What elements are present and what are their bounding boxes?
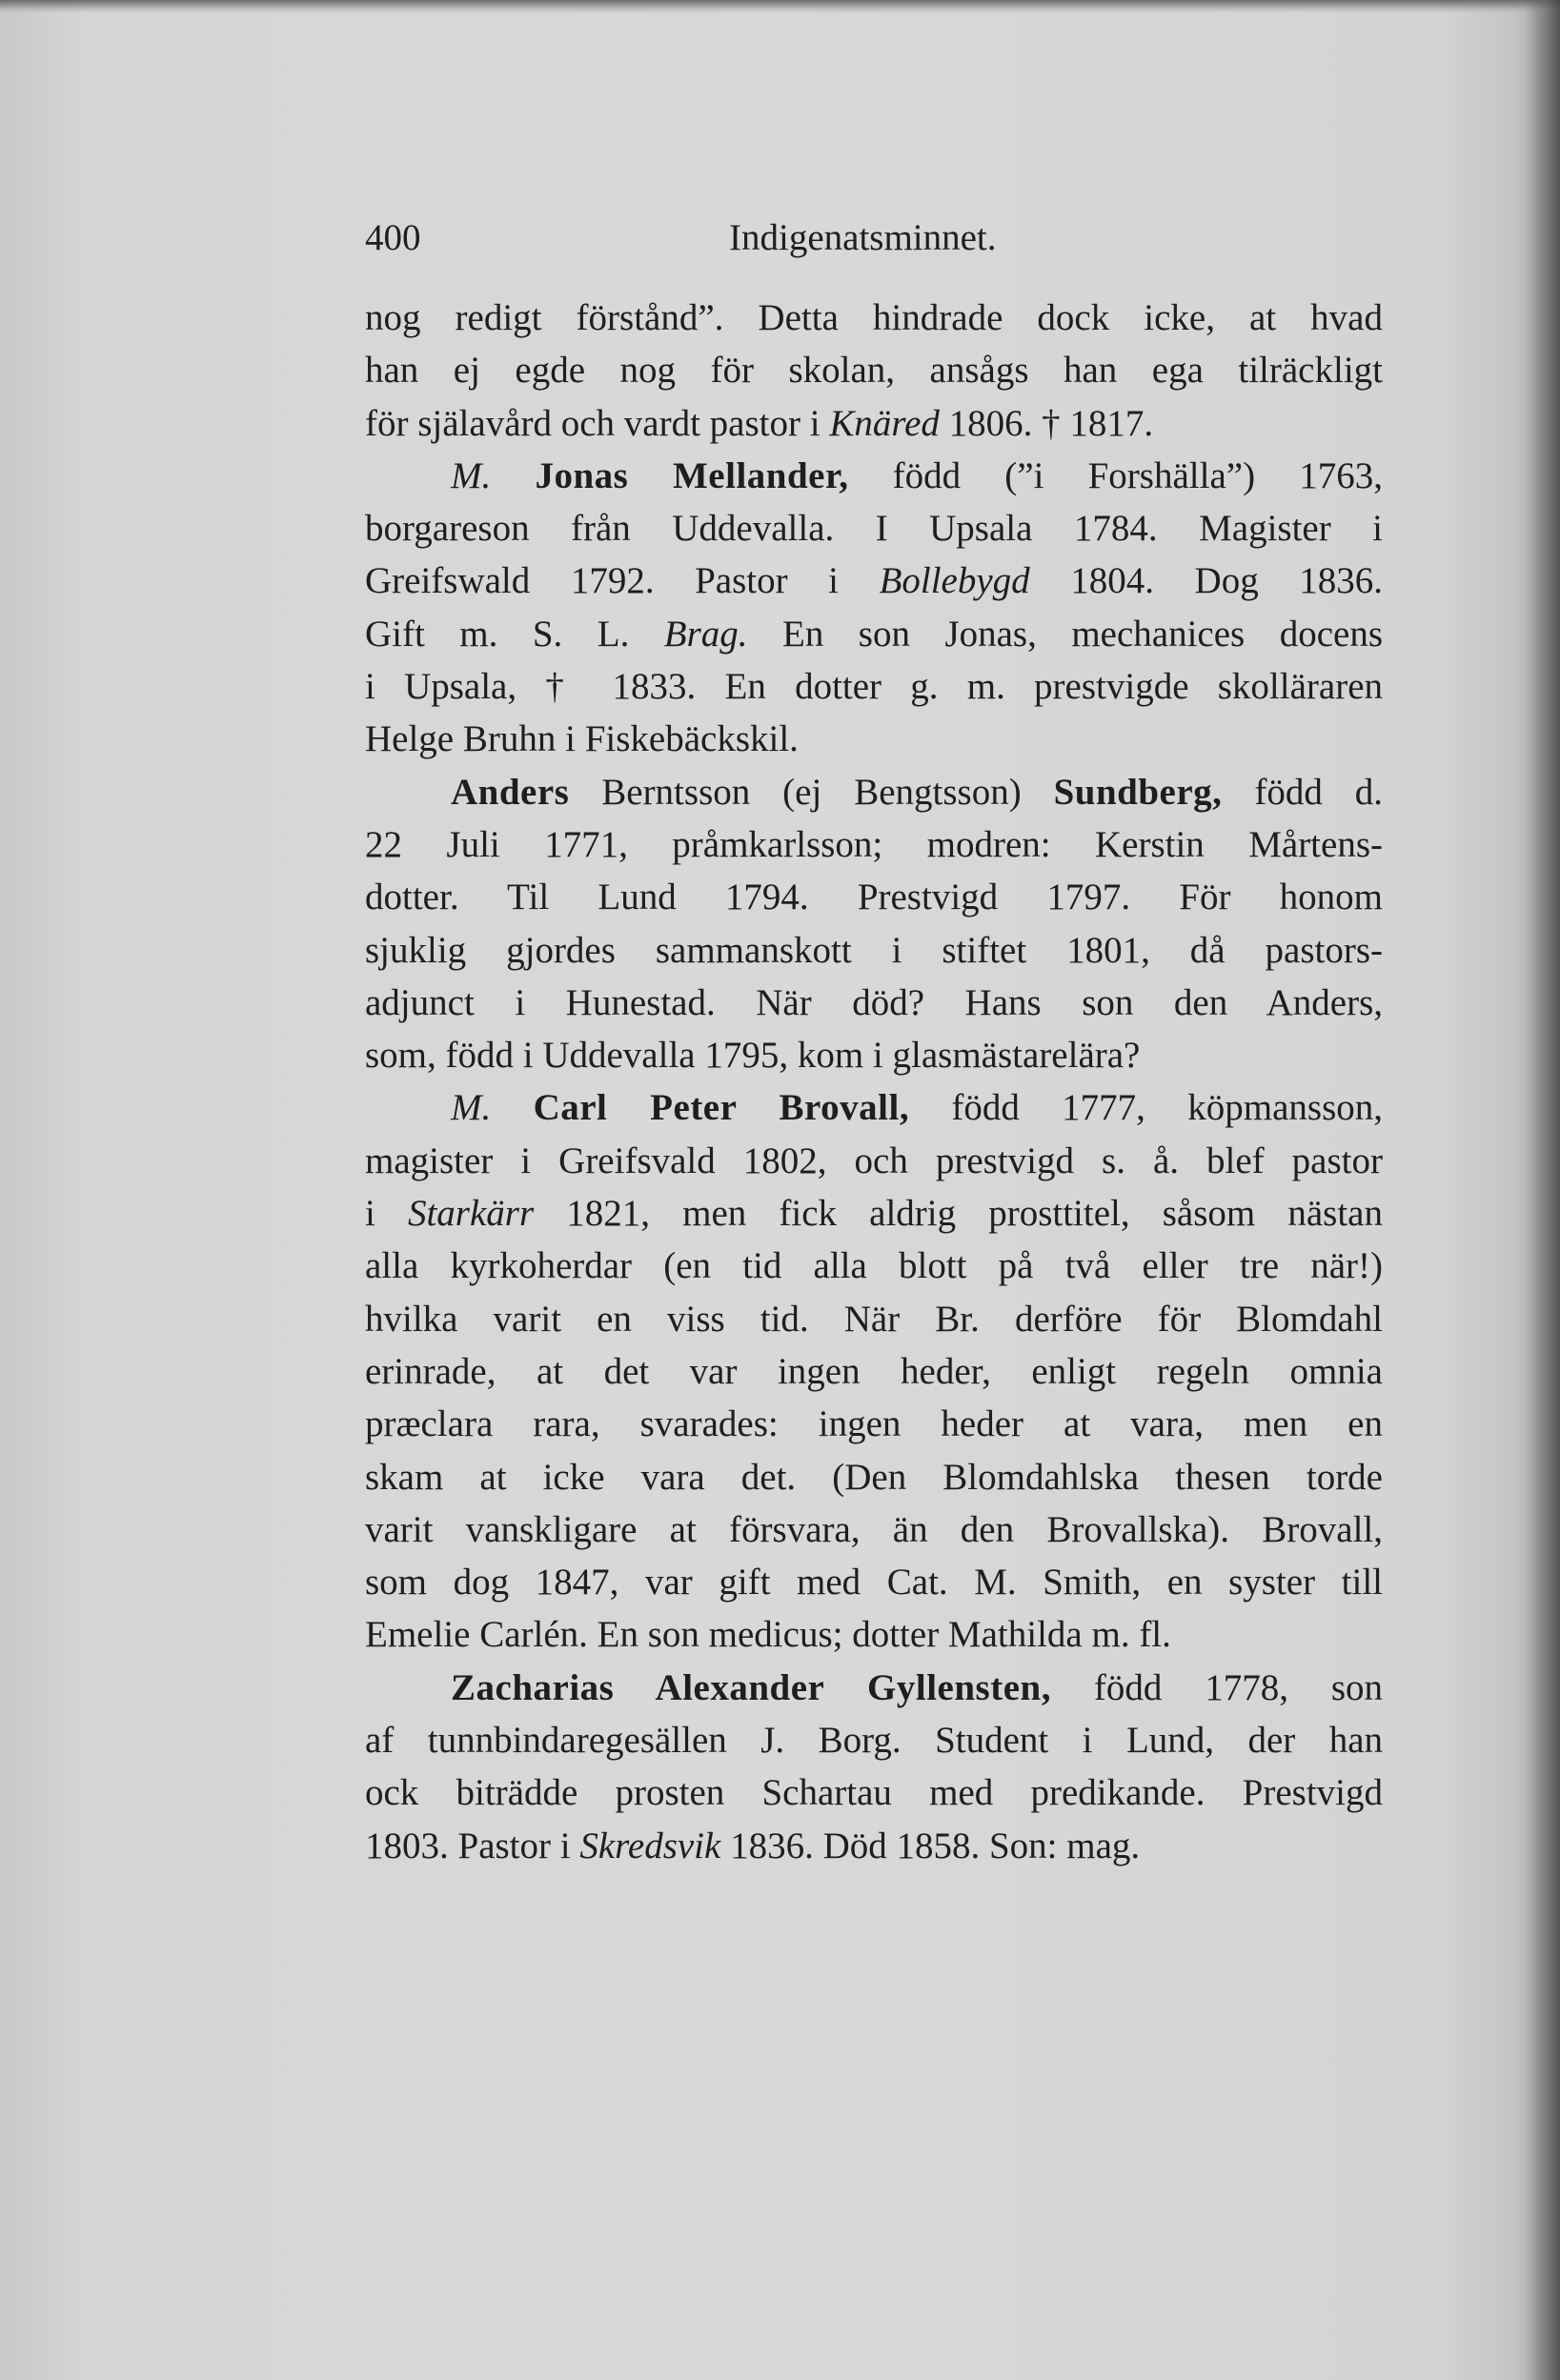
text-line xyxy=(365,1345,1383,1398)
text-line xyxy=(365,1029,1383,1081)
text-run: varit vanskligare at försvara, än den Brovallska). Brovall, xyxy=(365,1508,1383,1550)
text-line xyxy=(365,1714,1383,1766)
body-text xyxy=(365,292,1383,1872)
paragraph xyxy=(365,1081,1383,1661)
text-run: 1804. Dog 1836. xyxy=(1029,560,1383,602)
italic-text: M. xyxy=(451,454,492,496)
text-run: Gift m. S. L. xyxy=(365,613,664,655)
text-run: Berntsson (ej Bengtsson) xyxy=(569,771,1054,813)
text-run: född 1777, köpmansson, xyxy=(909,1087,1383,1129)
paragraph xyxy=(365,450,1383,766)
person-name: Zacharias Alexander Gyllensten, xyxy=(451,1666,1051,1708)
text-line xyxy=(365,924,1383,977)
text-line xyxy=(365,1662,1383,1714)
text-run: nog redigt förstånd”. Detta hindrade dock icke, at hvad xyxy=(365,297,1383,338)
text-run: 1821, men fick aldrig prosttitel, såsom nästan xyxy=(534,1193,1383,1235)
text-line xyxy=(365,292,1383,344)
text-line xyxy=(365,1503,1383,1556)
running-title: Indigenatsminnet. xyxy=(729,217,997,258)
paragraph xyxy=(365,1662,1383,1872)
page-gutter-shadow xyxy=(1526,0,1560,2380)
text-line xyxy=(365,1135,1383,1187)
text-run: 1836. Död 1858. Son: mag. xyxy=(720,1825,1141,1866)
text-run: född 1778, son xyxy=(1050,1666,1383,1708)
text-run: Greifswald 1792. Pastor i xyxy=(365,560,880,602)
page-top-edge xyxy=(0,0,1560,13)
paragraph xyxy=(365,766,1383,1082)
italic-text: Brag. xyxy=(663,613,748,655)
text-run: som dog 1847, var gift med Cat. M. Smith, en syster till xyxy=(365,1562,1383,1603)
text-run: 1806. † 1817. xyxy=(939,402,1154,444)
text-run: præclara rara, svarades: ingen heder at vara, men en xyxy=(365,1403,1383,1445)
text-run xyxy=(491,1087,533,1128)
text-run: som, född i Uddevalla 1795, kom i glasmästarelära? xyxy=(365,1035,1141,1077)
person-name: Jonas Mellander, xyxy=(535,454,849,496)
text-line xyxy=(365,1398,1383,1450)
text-run: alla kyrkoherdar (en tid alla blott på två eller tre när!) xyxy=(365,1245,1383,1287)
text-run: 1803. Pastor i xyxy=(365,1825,580,1866)
italic-text: Starkärr xyxy=(407,1193,535,1235)
text-line xyxy=(365,977,1383,1029)
text-line xyxy=(365,1556,1383,1608)
text-run: född d. xyxy=(1222,771,1383,813)
text-line xyxy=(365,608,1383,660)
text-run: född (”i Forshälla”) 1763, xyxy=(848,454,1383,496)
text-line xyxy=(365,1451,1383,1503)
paragraph xyxy=(365,292,1383,450)
text-run: för själavård och vardt pastor i xyxy=(365,402,830,444)
italic-text: Skredsvik xyxy=(579,1825,721,1866)
text-run: adjunct i Hunestad. När död? Hans son den Anders, xyxy=(365,981,1383,1023)
text-run: erinrade, at det var ingen heder, enligt regeln omnia xyxy=(365,1350,1383,1392)
text-line xyxy=(365,818,1383,871)
text-line xyxy=(365,450,1383,502)
text-run xyxy=(491,455,535,496)
text-line xyxy=(365,871,1383,923)
text-run: Helge Bruhn i Fiskebäckskil. xyxy=(365,718,799,760)
text-run: 22 Juli 1771, pråmkarlsson; modren: Kerstin Mårtens- xyxy=(365,823,1383,865)
italic-text: Knäred xyxy=(829,402,940,444)
text-run: ock biträdde prosten Schartau med predikande. Prestvigd xyxy=(365,1772,1383,1814)
text-run: af tunnbindaregesällen J. Borg. Student i Lund, der han xyxy=(365,1720,1383,1762)
page-number: 400 xyxy=(365,217,421,258)
text-run: sjuklig gjordes sammanskott i stiftet 1801, då pastors- xyxy=(365,929,1383,971)
person-name: Anders xyxy=(451,771,570,813)
person-name: Sundberg, xyxy=(1053,771,1223,813)
person-name: Carl Peter Brovall, xyxy=(533,1087,910,1129)
text-run: Emelie Carlén. En son medicus; dotter Mathilda m. fl. xyxy=(365,1614,1171,1656)
text-line xyxy=(365,1608,1383,1661)
text-run: skam at icke vara det. (Den Blomdahlska thesen torde xyxy=(365,1456,1383,1498)
italic-text: Bollebygd xyxy=(879,560,1030,602)
text-run: hvilka varit en viss tid. När Br. derföre för Blomdahl xyxy=(365,1298,1383,1340)
text-line xyxy=(365,1293,1383,1345)
text-line xyxy=(365,502,1383,555)
text-run: i xyxy=(365,1193,408,1235)
text-line xyxy=(365,766,1383,818)
text-run: borgareson från Uddevalla. I Upsala 1784. Magister i xyxy=(365,508,1383,550)
text-line xyxy=(365,1240,1383,1292)
text-run: han ej egde nog för skolan, ansågs han ega tilräckligt xyxy=(365,350,1383,392)
text-run: En son Jonas, mechanices docens xyxy=(747,613,1383,655)
text-line xyxy=(365,344,1383,396)
text-line xyxy=(365,713,1383,765)
text-run: magister i Greifsvald 1802, och prestvigd s. å. blef pastor xyxy=(365,1140,1383,1181)
text-line xyxy=(365,1187,1383,1240)
text-line xyxy=(365,660,1383,713)
text-line xyxy=(365,1766,1383,1819)
text-line xyxy=(365,555,1383,607)
text-line xyxy=(365,1820,1383,1872)
running-head xyxy=(365,210,1394,267)
italic-text: M. xyxy=(451,1087,492,1129)
text-run: i Upsala, † 1833. En dotter g. m. prestvigde skolläraren xyxy=(365,666,1383,708)
text-run: dotter. Til Lund 1794. Prestvigd 1797. För honom xyxy=(365,877,1383,918)
text-line xyxy=(365,1081,1383,1134)
text-line xyxy=(365,397,1383,450)
